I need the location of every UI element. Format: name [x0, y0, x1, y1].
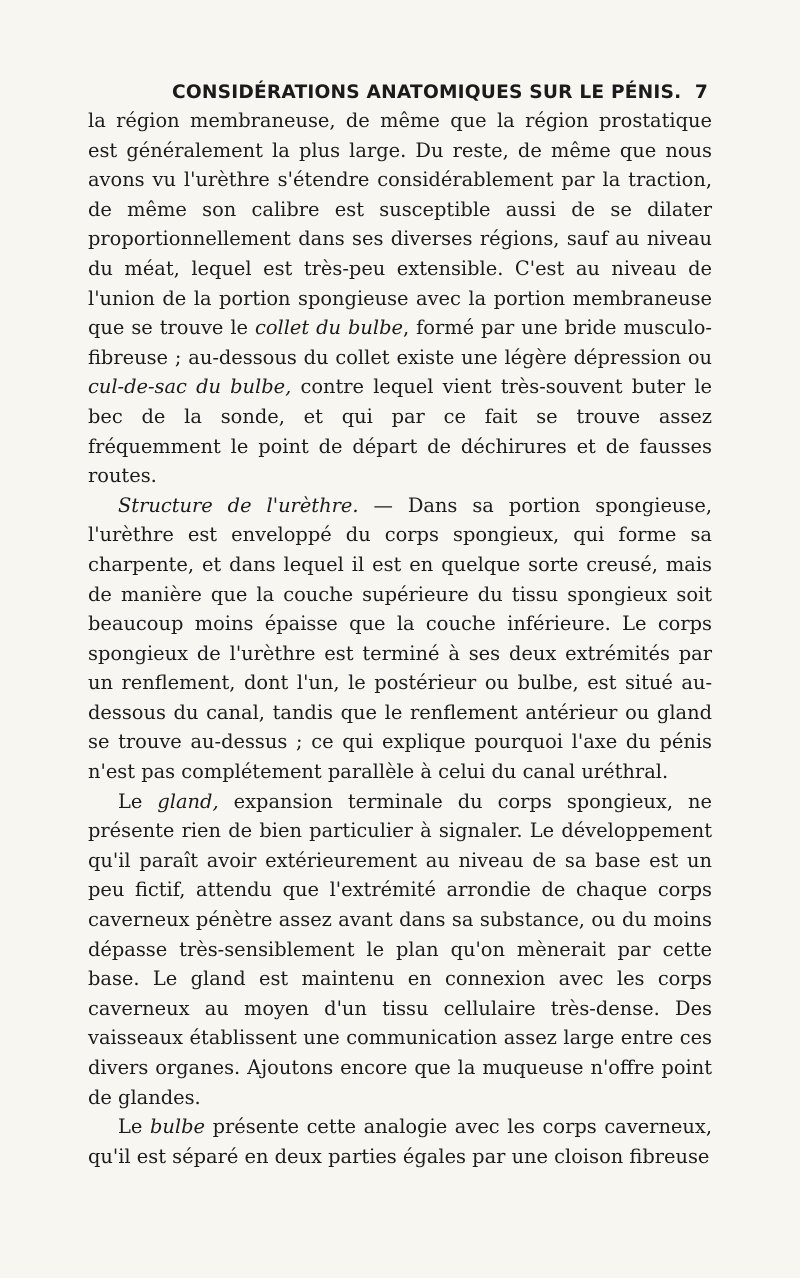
- section-heading-structure: Structure de l'urèthre.: [118, 493, 359, 517]
- text-run: — Dans sa portion spongieuse, l'urèthre est enveloppé du corps spongieux, qui forme sa charpente, et dans lequel il est en quelque sorte creusé, mais de manière que la couche supérieure du tissu spongieux soit beaucoup moins épaisse que la couche inférieure. Le corps spongieux de l'urèthre est terminé à ses deux extrémités par un renflement, dont l'un, le postérieur ou bulbe, est situé au-dessous du canal, tandis que le renflement antérieur ou gland se trouve au-dessus ; ce qui explique pourquoi l'axe du pénis n'est pas complétement parallèle à celui du canal uréthral.: [88, 493, 712, 784]
- term-bulbe: bulbe: [149, 1115, 205, 1139]
- term-cul-de-sac-du-bulbe: cul-de-sac du bulbe,: [88, 375, 292, 399]
- text-run: , formé par une bride musculo-fibreuse ; au-dessous du collet existe une légère dépression ou: [88, 316, 712, 369]
- running-title: CONSIDÉRATIONS ANATOMIQUES SUR LE PÉNIS.: [172, 82, 682, 103]
- text-run: présente cette analogie avec les corps caverneux, qu'il est séparé en deux parties égales par une cloison fibreuse: [88, 1115, 712, 1168]
- text-run: la région membraneuse, de même que la région prostatique est généralement la plus large. Du reste, de même que nous avons vu l'urèthre s'étendre considérablement par la traction, de même son calibre est susceptible aussi de se dilater proportionnellement dans ses diverses régions, sauf au niveau du méat, lequel est très-peu extensible. C'est au niveau de l'union de la portion spongieuse avec la portion membraneuse que se trouve le: [88, 109, 712, 340]
- paragraph-2: [88, 491, 712, 787]
- term-gland: gland,: [157, 789, 219, 813]
- text-run: Le: [118, 1115, 150, 1139]
- page-number: 7: [694, 82, 708, 103]
- text-run: expansion terminale du corps spongieux, ne présente rien de bien particulier à signaler. Le développement qu'il paraît avoir extérieurement au niveau de sa base est un peu fictif, attendu que l'extrémité arrondie de chaque corps caverneux pénètre assez avant dans sa substance, ou du moins dépasse très-sensiblement le plan qu'on mènerait par cette base. Le gland est maintenu en connexion avec les corps caverneux au moyen d'un tissu cellulaire très-dense. Des vaisseaux établissent une communication assez large entre ces divers organes. Ajoutons encore que la muqueuse n'offre point de glandes.: [88, 789, 712, 1109]
- paragraph-4: [88, 1112, 712, 1171]
- paragraph-3: [88, 787, 712, 1113]
- page-header: [172, 82, 708, 103]
- term-collet-du-bulbe: collet du bulbe: [254, 316, 403, 340]
- paragraph-1: [88, 106, 712, 491]
- text-run: contre lequel vient très-souvent buter le bec de la sonde, et qui par ce fait se trouve assez fréquemment le point de départ de déchirures et de fausses routes.: [88, 375, 713, 488]
- body-text: [88, 106, 712, 1171]
- text-run: Le: [118, 789, 158, 813]
